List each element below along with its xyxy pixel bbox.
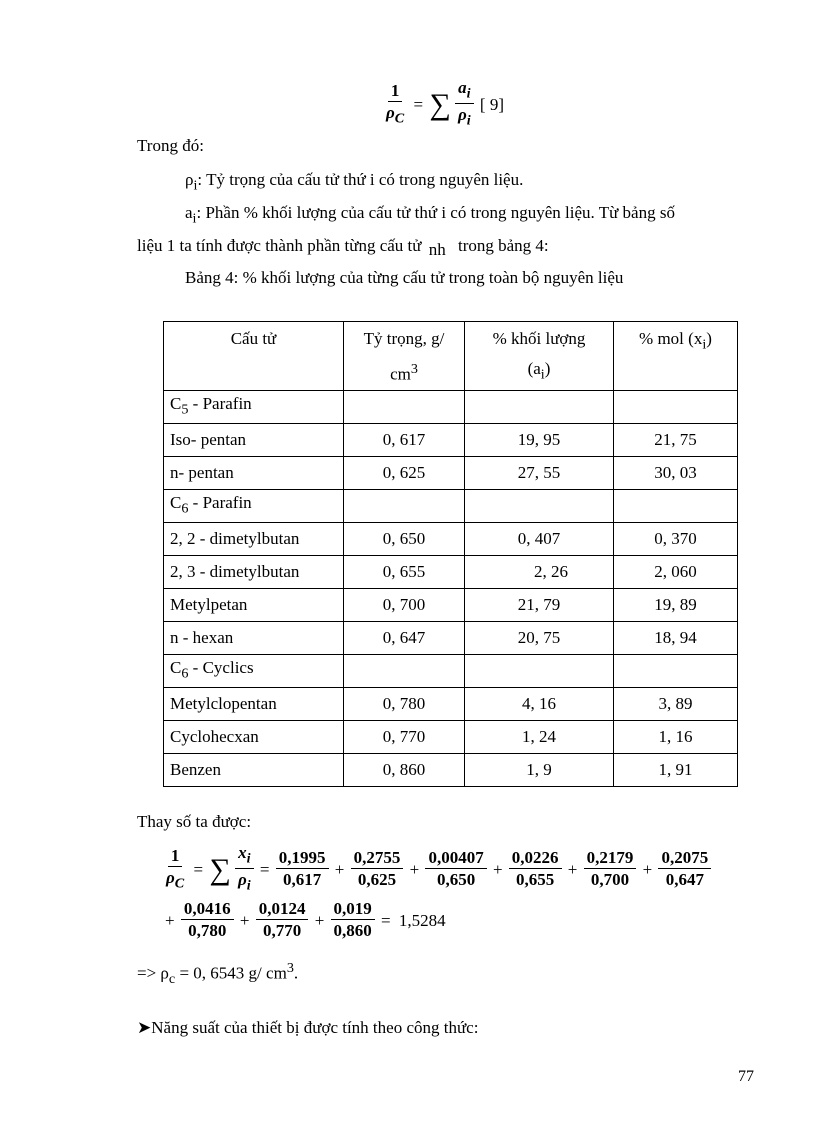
- term-fraction: $\frac{0,019}{0,860}$: [331, 899, 375, 942]
- formula-density-mixture: $\frac{1}{\rho_C}$ = ∑ $\frac{a_i}{\rho_i}$ [ 9]: [383, 78, 506, 132]
- table-header-row: [164, 322, 738, 391]
- reference: [ 9]: [479, 94, 504, 114]
- table-group-row: $C_5$ - Parafin: [164, 390, 738, 423]
- calc-result: 1,5284: [398, 910, 446, 930]
- term-fraction: $\frac{0,0124}{0,770}$: [256, 899, 309, 942]
- table-row: Benzen 0, 860 1, 9 1, 91: [164, 753, 738, 786]
- header-mass-percent: % khối lượng $(a_i)$: [465, 322, 614, 391]
- term-fraction: $\frac{0,0416}{0,780}$: [181, 899, 234, 942]
- header-density: Tỷ trọng, g/ $cm^3$: [344, 322, 465, 391]
- trong-do-label: Trong đó:: [137, 136, 204, 155]
- fraction-rhs: $\frac{a_i}{\rho_i}$: [455, 78, 474, 132]
- a-definition: $a_i$: Phần % khối lượng của cấu tử thứ i có trong nguyên liệu. Từ bảng số: [185, 203, 675, 227]
- fraction-lhs: $\frac{1}{\rho_C}$: [386, 80, 405, 127]
- term-fraction: $\frac{0,2755}{0,625}$: [351, 848, 404, 891]
- bullet-line: ➤Năng suất của thiết bị được tính theo công thức:: [137, 1018, 479, 1037]
- table-group-row: $C_6$ - Parafin: [164, 489, 738, 522]
- table-row: n - hexan 0, 647 20, 75 18, 94: [164, 621, 738, 654]
- table-row: 2, 2 - dimetylbutan 0, 650 0, 407 0, 370: [164, 522, 738, 555]
- term-fraction: $\frac{0,2075}{0,647}$: [658, 848, 711, 891]
- table-row: Metylpetan 0, 700 21, 79 19, 89: [164, 588, 738, 621]
- table-row: n- pentan 0, 625 27, 55 30, 03: [164, 456, 738, 489]
- table-row: Cyclohecxan 0, 770 1, 24 1, 16: [164, 720, 738, 753]
- rho-definition: $\rho_i$: Tỷ trọng của cấu tử thứ i có trong nguyên liệu.: [185, 170, 524, 194]
- table-group-row: $C_6$ - Cyclics: [164, 654, 738, 687]
- page-number: 77: [738, 1068, 754, 1085]
- term-fraction: $\frac{0,0226}{0,655}$: [509, 848, 562, 891]
- component-table: [163, 321, 738, 787]
- calc-formula-line1: $\frac{1}{\rho_C}$ = ∑ $\frac{x_i}{\rho_i}$ = $\frac{0,1995}{0,617}$ + $\frac{0,2755}{0,625}$ + $\frac{0,00407}{0,650}$ + $\frac{0,0226}{0,655}$ + $\frac{0,2179}{0,700}$ + $\frac{0,2075}{0,647}$: [163, 843, 711, 897]
- sigma-symbol: ∑: [429, 87, 451, 121]
- arrow-bullet-icon: ➤: [137, 1018, 152, 1037]
- density-result-line: => $\rho_c = 0$, 6543 g/ $cm^3$.: [137, 960, 299, 988]
- table-row: Metylclopentan 0, 780 4, 16 3, 89: [164, 687, 738, 720]
- table-row: Iso- pentan 0, 617 19, 95 21, 75: [164, 423, 738, 456]
- table-caption: Bảng 4: % khối lượng của từng cấu tử trong toàn bộ nguyên liệu: [185, 268, 624, 287]
- sigma-symbol: ∑: [209, 852, 231, 886]
- header-component: Cấu tử: [164, 322, 344, 391]
- term-fraction: $\frac{0,2179}{0,700}$: [584, 848, 637, 891]
- header-mol-percent: % mol $(x_i)$: [614, 322, 738, 391]
- calc-formula-line2: + $\frac{0,0416}{0,780}$ + $\frac{0,0124}{0,770}$ + $\frac{0,019}{0,860}$ = 1,5284: [165, 899, 446, 940]
- calc-intro: Thay số ta được:: [137, 812, 252, 831]
- term-fraction: $\frac{0,1995}{0,617}$: [276, 848, 329, 891]
- term-fraction: $\frac{0,00407}{0,650}$: [425, 848, 486, 891]
- a-definition-cont: liệu 1 ta tính được thành phần từng cấu tử nh trong bảng 4:: [137, 236, 549, 259]
- table-row: 2, 3 - dimetylbutan 0, 655 2, 26 2, 060: [164, 555, 738, 588]
